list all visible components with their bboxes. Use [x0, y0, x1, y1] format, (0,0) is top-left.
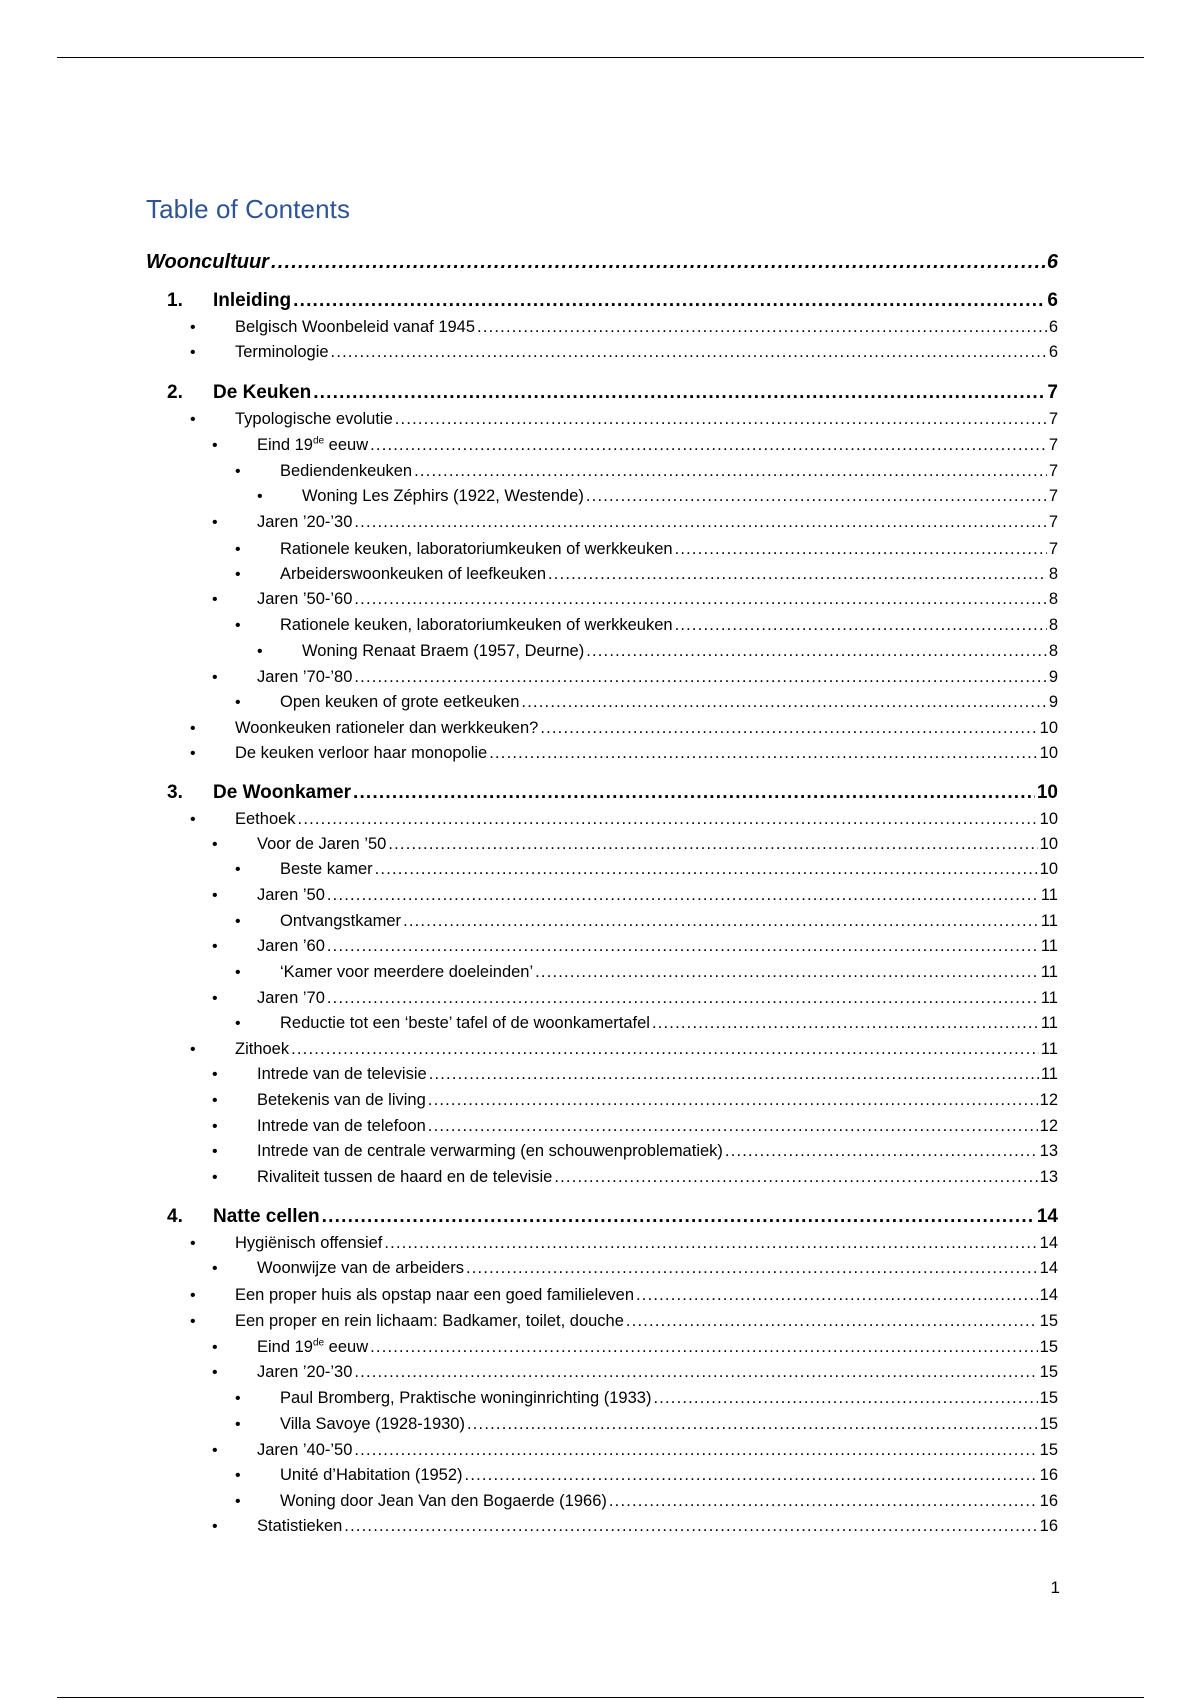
toc-entry-label: Jaren ’50-’60 [257, 590, 353, 608]
toc-entry-label: Zithoek [235, 1040, 290, 1058]
toc-entry-page: 11 [1040, 963, 1058, 981]
dot-leader [327, 988, 1039, 1008]
bullet-icon: • [212, 1143, 218, 1160]
dot-leader [388, 834, 1037, 854]
toc-entry-label: Jaren ’20-’30 [257, 1363, 353, 1381]
toc-entry[interactable] [257, 1090, 1058, 1110]
bullet-icon: • [235, 861, 241, 878]
bullet-icon: • [212, 1442, 218, 1459]
toc-entry-page: 7 [1048, 462, 1058, 480]
toc-entry-page: 10 [1039, 835, 1058, 853]
toc-entry[interactable] [280, 911, 1058, 931]
dot-leader [375, 859, 1038, 879]
toc-entry[interactable] [257, 1064, 1058, 1084]
toc-entry-page: 15 [1039, 1312, 1058, 1330]
toc-entry[interactable] [167, 290, 1058, 311]
dot-leader [271, 252, 1045, 272]
dot-leader [327, 936, 1039, 956]
bullet-icon: • [235, 463, 241, 480]
bullet-icon: • [190, 811, 196, 828]
bullet-icon: • [235, 1390, 241, 1407]
bullet-icon: • [212, 1339, 218, 1356]
toc-entry[interactable] [280, 1491, 1058, 1511]
toc-entry[interactable] [280, 692, 1058, 712]
bullet-icon: • [190, 411, 196, 428]
toc-entry[interactable] [257, 1362, 1058, 1382]
dot-leader [675, 539, 1047, 559]
toc-entry-page: 7 [1047, 382, 1058, 403]
toc-entry[interactable] [257, 1116, 1058, 1136]
dot-leader [353, 783, 1035, 803]
toc-entry[interactable] [257, 1258, 1058, 1278]
toc-entry[interactable] [235, 718, 1058, 738]
dot-leader [653, 1388, 1037, 1408]
toc-entry-page: 11 [1040, 886, 1058, 904]
toc-entry-label: Statistieken [257, 1517, 343, 1535]
toc-entry-label: De Keuken [213, 382, 312, 403]
toc-entry-page: 7 [1048, 487, 1058, 505]
bullet-icon: • [235, 964, 241, 981]
toc-entry-label: Woning door Jean Van den Bogaerde (1966) [280, 1492, 607, 1510]
toc-entry[interactable] [257, 936, 1058, 956]
toc-entry-label: Woonwijze van de arbeiders [257, 1259, 464, 1277]
toc-entry-label: Hygiënisch offensief [235, 1234, 383, 1252]
bullet-icon: • [212, 1118, 218, 1135]
toc-entry-page: 10 [1036, 782, 1058, 803]
toc-entry[interactable] [235, 342, 1058, 362]
toc-entry[interactable] [280, 859, 1058, 879]
bullet-icon: • [190, 319, 196, 336]
toc-entry[interactable] [280, 1013, 1058, 1033]
toc-entry-page: 8 [1048, 565, 1058, 583]
toc-entry-label: Rationele keuken, laboratoriumkeuken of werkkeuken [280, 540, 673, 558]
toc-entry-page: 16 [1039, 1466, 1058, 1484]
dot-leader [725, 1141, 1038, 1161]
toc-entry[interactable] [235, 409, 1058, 429]
dot-leader [298, 809, 1038, 829]
toc-entry[interactable] [280, 615, 1058, 635]
toc-entry-page: 11 [1040, 937, 1058, 955]
toc-entry-label: Woning Les Zéphirs (1922, Westende) [302, 487, 584, 505]
dot-leader [465, 1465, 1038, 1485]
bullet-icon: • [212, 591, 218, 608]
dot-leader [403, 911, 1039, 931]
dot-leader [540, 718, 1037, 738]
toc-entry-label: Eethoek [235, 810, 296, 828]
toc-entry-page: 6 [1047, 290, 1058, 311]
toc-entry-label: Rationele keuken, laboratoriumkeuken of werkkeuken [280, 616, 673, 634]
toc-entry-label: Rivaliteit tussen de haard en de televisie [257, 1168, 553, 1186]
toc-entry-label: Villa Savoye (1928-1930) [280, 1415, 465, 1433]
toc-entry[interactable] [280, 1388, 1058, 1408]
bullet-icon: • [212, 938, 218, 955]
toc-entry-page: 15 [1039, 1441, 1058, 1459]
dot-leader [626, 1311, 1038, 1331]
toc-entry-label: Ontvangstkamer [280, 912, 402, 930]
footer-rule [57, 1697, 1144, 1698]
toc-entry-page: 9 [1048, 693, 1058, 711]
bullet-icon: • [212, 437, 218, 454]
dot-leader [354, 589, 1046, 609]
dot-leader [395, 409, 1047, 429]
toc-entry-page: 15 [1039, 1415, 1058, 1433]
toc-title: Table of Contents [146, 194, 351, 224]
toc-entry-page: 10 [1039, 810, 1058, 828]
toc-entry[interactable] [280, 1414, 1058, 1434]
bullet-icon: • [235, 541, 241, 558]
toc-entry-label: Intrede van de centrale verwarming (en schouwenproblematiek) [257, 1142, 723, 1160]
bullet-icon: • [190, 745, 196, 762]
toc-entry[interactable] [280, 1465, 1058, 1485]
toc-entry-page: 15 [1039, 1338, 1058, 1356]
toc-entry[interactable] [280, 962, 1058, 982]
toc-entry[interactable] [257, 667, 1058, 687]
dot-leader [554, 1167, 1037, 1187]
bullet-icon: • [212, 1260, 218, 1277]
toc-entry-label: De Woonkamer [213, 782, 351, 803]
dot-leader [609, 1491, 1038, 1511]
toc-entry[interactable] [235, 317, 1058, 337]
bullet-icon: • [235, 913, 241, 930]
dot-leader [586, 641, 1047, 661]
bullet-icon: • [190, 1313, 196, 1330]
dot-leader [291, 1039, 1039, 1059]
dot-leader [354, 1362, 1037, 1382]
toc-entry-label: Een proper en rein lichaam: Badkamer, toilet, douche [235, 1312, 624, 1330]
toc-entry-page: 7 [1048, 410, 1058, 428]
toc-entry-label: Open keuken of grote eetkeuken [280, 693, 520, 711]
toc-entry[interactable] [280, 539, 1058, 559]
toc-entry-label: Eind 19de eeuw [257, 1337, 369, 1356]
toc-entry-page: 13 [1039, 1168, 1058, 1186]
toc-entry-label: Woonkeuken rationeler dan werkkeuken? [235, 719, 539, 737]
toc-entry-label: Jaren ’50 [257, 886, 325, 904]
toc-entry[interactable] [235, 743, 1058, 763]
dot-leader [322, 1207, 1035, 1227]
bullet-icon: • [190, 1235, 196, 1252]
toc-entry-label: Intrede van de telefoon [257, 1117, 426, 1135]
toc-entry-page: 10 [1039, 719, 1058, 737]
toc-entry-page: 11 [1040, 1014, 1058, 1032]
toc-entry-label: Belgisch Woonbeleid vanaf 1945 [235, 318, 476, 336]
dot-leader [535, 962, 1039, 982]
toc-entry-page: 11 [1040, 1040, 1058, 1058]
toc-entry-label: Paul Bromberg, Praktische woninginrichting (1933) [280, 1389, 652, 1407]
dot-leader [636, 1285, 1038, 1305]
toc-entry-page: 10 [1039, 744, 1058, 762]
toc-entry-page: 14 [1039, 1234, 1058, 1252]
toc-entry[interactable] [167, 782, 1058, 803]
toc-entry-page: 14 [1039, 1259, 1058, 1277]
toc-entry[interactable] [257, 885, 1058, 905]
bullet-icon: • [235, 1467, 241, 1484]
bullet-icon: • [212, 990, 218, 1007]
toc-entry-page: 14 [1036, 1206, 1058, 1227]
toc-entry-page: 11 [1040, 912, 1058, 930]
dot-leader [354, 667, 1046, 687]
toc-entry-label: Bediendenkeuken [280, 462, 413, 480]
dot-leader [354, 512, 1046, 532]
dot-leader [370, 1337, 1038, 1357]
dot-leader [477, 317, 1047, 337]
dot-leader [466, 1258, 1038, 1278]
toc-entry-number: 4. [167, 1206, 183, 1227]
dot-leader [586, 486, 1047, 506]
bullet-icon: • [190, 1287, 196, 1304]
toc-entry-number: 1. [167, 290, 183, 311]
dot-leader [327, 885, 1039, 905]
toc-entry-label: De keuken verloor haar monopolie [235, 744, 488, 762]
dot-leader [489, 743, 1037, 763]
toc-entry-label: Beste kamer [280, 860, 373, 878]
bullet-icon: • [212, 514, 218, 531]
bullet-icon: • [257, 643, 263, 660]
toc-entry[interactable] [257, 589, 1058, 609]
toc-entry[interactable] [257, 1167, 1058, 1187]
bullet-icon: • [190, 1041, 196, 1058]
bullet-icon: • [212, 1066, 218, 1083]
toc-entry-page: 6 [1048, 343, 1058, 361]
toc-entry[interactable] [235, 1311, 1058, 1331]
toc-entry-label: Intrede van de televisie [257, 1065, 427, 1083]
toc-entry-page: 11 [1040, 989, 1058, 1007]
toc-entry[interactable] [257, 512, 1058, 532]
bullet-icon: • [212, 1169, 218, 1186]
toc-entry-label: Reductie tot een ‘beste’ tafel of de woonkamertafel [280, 1014, 650, 1032]
toc-entry[interactable] [257, 1516, 1058, 1536]
toc-entry-page: 7 [1048, 513, 1058, 531]
toc-entry-page: 16 [1039, 1492, 1058, 1510]
bullet-icon: • [212, 1518, 218, 1535]
dot-leader [313, 383, 1045, 403]
bullet-icon: • [212, 887, 218, 904]
dot-leader [344, 1516, 1037, 1536]
toc-entry-page: 15 [1039, 1389, 1058, 1407]
toc-entry-page: 8 [1048, 616, 1058, 634]
toc-entry-number: 2. [167, 382, 183, 403]
toc-entry-label: Betekenis van de living [257, 1091, 426, 1109]
toc-entry[interactable] [257, 988, 1058, 1008]
bullet-icon: • [235, 566, 241, 583]
toc-entry[interactable] [167, 382, 1058, 403]
toc-entry-page: 6 [1048, 318, 1058, 336]
toc-entry-label: Wooncultuur [146, 251, 269, 273]
toc-entry[interactable] [257, 834, 1058, 854]
toc-entry-label: Voor de Jaren ’50 [257, 835, 387, 853]
bullet-icon: • [212, 1364, 218, 1381]
toc-entry[interactable] [235, 1285, 1058, 1305]
dot-leader [652, 1013, 1039, 1033]
toc-entry-page: 8 [1048, 642, 1058, 660]
dot-leader [521, 692, 1046, 712]
toc-entry-label: Inleiding [213, 290, 292, 311]
toc-entry-label: Unité d’Habitation (1952) [280, 1466, 463, 1484]
toc-entry-label: Jaren ’70-’80 [257, 668, 353, 686]
toc-entry-label: Jaren ’40-’50 [257, 1441, 353, 1459]
dot-leader [370, 435, 1047, 455]
toc-entry-label: Natte cellen [213, 1206, 320, 1227]
toc-entry[interactable] [235, 1039, 1058, 1059]
superscript: de [312, 1337, 325, 1349]
dot-leader [428, 1090, 1038, 1110]
bullet-icon: • [235, 617, 241, 634]
toc-entry-label: Arbeiderswoonkeuken of leefkeuken [280, 565, 547, 583]
toc-entry[interactable] [235, 1233, 1058, 1253]
dot-leader [414, 461, 1047, 481]
toc-entry-label: Jaren ’60 [257, 937, 325, 955]
toc-entry-page: 9 [1048, 668, 1058, 686]
bullet-icon: • [212, 1092, 218, 1109]
toc-entry[interactable] [235, 809, 1058, 829]
bullet-icon: • [235, 1015, 241, 1032]
toc-entry-page: 6 [1046, 251, 1058, 273]
dot-leader [428, 1116, 1038, 1136]
toc-entry-page: 13 [1039, 1142, 1058, 1160]
bullet-icon: • [190, 344, 196, 361]
toc-entry-page: 7 [1048, 540, 1058, 558]
toc-entry-label: Typologische evolutie [235, 410, 393, 428]
superscript: de [312, 435, 325, 447]
dot-leader [675, 615, 1047, 635]
dot-leader [384, 1233, 1037, 1253]
toc-entry[interactable] [302, 486, 1058, 506]
dot-leader [331, 342, 1047, 362]
toc-entry[interactable] [257, 435, 1058, 455]
bullet-icon: • [212, 669, 218, 686]
bullet-icon: • [235, 694, 241, 711]
toc-entry-page: 7 [1048, 436, 1058, 454]
toc-entry-label: Jaren ’20-’30 [257, 513, 353, 531]
toc-entry-page: 10 [1039, 860, 1058, 878]
toc-entry[interactable] [146, 252, 1058, 272]
page-number: 1 [1050, 1578, 1060, 1597]
dot-leader [548, 564, 1047, 584]
toc-entry-label: ‘Kamer voor meerdere doeleinden’ [280, 963, 534, 981]
bullet-icon: • [212, 836, 218, 853]
toc-entry[interactable] [280, 564, 1058, 584]
toc-entry-page: 8 [1048, 590, 1058, 608]
toc-entry[interactable] [257, 1141, 1058, 1161]
toc-entry-page: 11 [1040, 1065, 1058, 1083]
toc-entry-page: 16 [1039, 1517, 1058, 1535]
dot-leader [429, 1064, 1039, 1084]
bullet-icon: • [190, 720, 196, 737]
dot-leader [293, 291, 1045, 311]
toc-entry[interactable] [257, 1337, 1058, 1357]
toc-entry-page: 14 [1039, 1286, 1058, 1304]
toc-entry-label: Een proper huis als opstap naar een goed familieleven [235, 1286, 635, 1304]
toc-entry-label: Woning Renaat Braem (1957, Deurne) [302, 642, 585, 660]
toc-entry[interactable] [280, 461, 1058, 481]
toc-entry-page: 12 [1039, 1117, 1058, 1135]
toc-entry-label: Terminologie [235, 343, 329, 361]
toc-entry-page: 12 [1039, 1091, 1058, 1109]
bullet-icon: • [257, 488, 263, 505]
toc-entry-number: 3. [167, 782, 183, 803]
dot-leader [354, 1440, 1037, 1460]
toc-entry-label: Eind 19de eeuw [257, 435, 369, 454]
toc-entry-label: Jaren ’70 [257, 989, 325, 1007]
toc-entry[interactable] [302, 641, 1058, 661]
toc-entry[interactable] [257, 1440, 1058, 1460]
toc-entry-page: 15 [1039, 1363, 1058, 1381]
dot-leader [467, 1414, 1038, 1434]
bullet-icon: • [235, 1493, 241, 1510]
toc-entry[interactable] [167, 1206, 1058, 1227]
bullet-icon: • [235, 1416, 241, 1433]
